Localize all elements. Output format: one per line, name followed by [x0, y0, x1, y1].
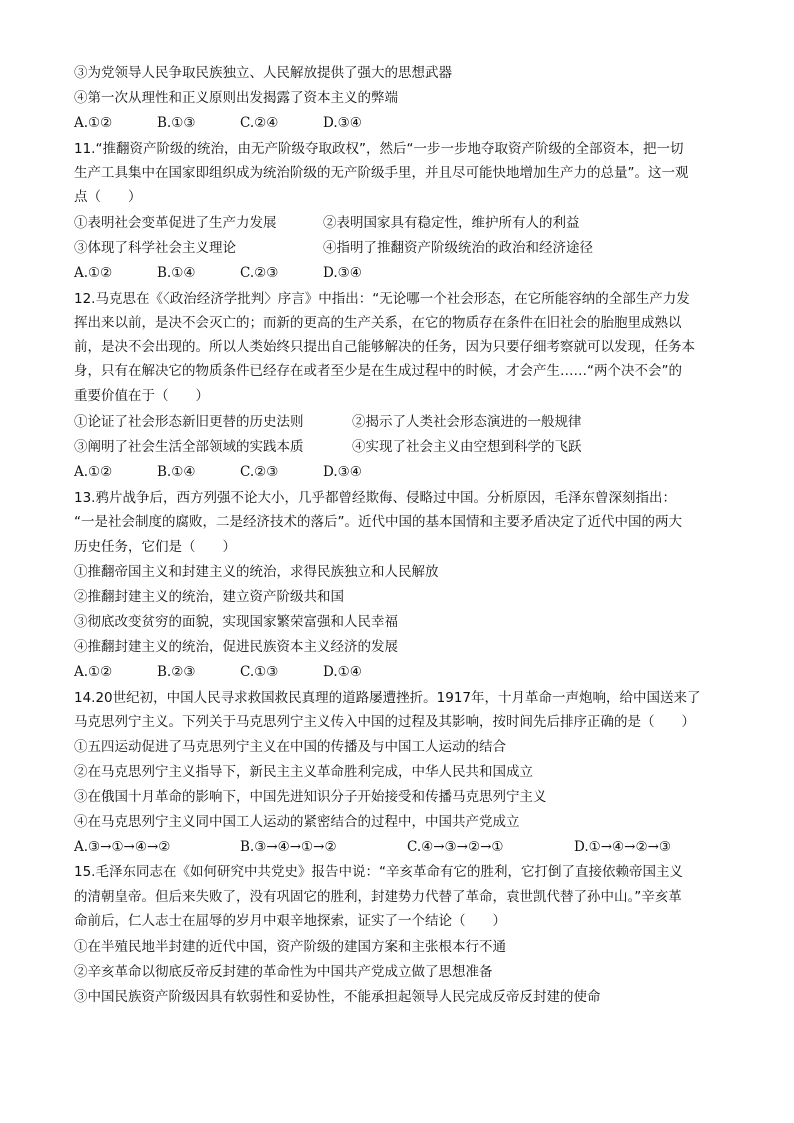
q10-option-3: ③为党领导人民争取民族独立、人民解放提供了强大的思想武器	[74, 65, 452, 81]
q15-option-1: ①在半殖民地半封建的近代中国，资产阶级的建国方案和主张根本行不通	[74, 939, 506, 955]
q11-choice-a: A.①②	[74, 265, 113, 281]
q12-stem-line-4: 身，只有在解决它的物质条件已经存在或者至少是在生成过程中的时候，才会产生……“两个决不会”的	[74, 363, 682, 379]
q12-stem-line-3: 前，是决不会出现的。所以人类始终只提出自己能够解决的任务，因为只要仔细考察就可以发现，任务本	[74, 339, 695, 355]
q11-stem-line-2: 生产工具集中在国家即组织成为统治阶级的无产阶级手里，并且尽可能快地增加生产力的总量”。这一观	[74, 165, 689, 181]
q10-choice-b: B.①③	[157, 115, 196, 131]
q14-option-3: ③在俄国十月革命的影响下，中国先进知识分子开始接受和传播马克思列宁主义	[74, 789, 547, 805]
q11-stem-line-3: 点（ ）	[74, 189, 142, 205]
q11-choice-b: B.①④	[157, 265, 196, 281]
q13-choice-a: A.①②	[74, 664, 113, 680]
q14-stem-line-2: 马克思列宁主义。下列关于马克思列宁主义传入中国的过程及其影响，按时间先后排序正确的是（ ）	[74, 714, 695, 730]
q13-choice-b: B.②③	[157, 664, 196, 680]
q11-option-3: ③体现了科学社会主义理论	[74, 240, 236, 256]
q12-stem-line-5: 重要价值在于（ ）	[74, 388, 209, 404]
q13-choice-c: C.①③	[240, 664, 279, 680]
q13-stem-line-2: “一是社会制度的腐败，二是经济技术的落后”。近代中国的基本国情和主要矛盾决定了近代中国的两大	[74, 514, 682, 530]
q14-option-4: ④在马克思列宁主义同中国工人运动的紧密结合的过程中，中国共产党成立	[74, 814, 520, 830]
q14-choice-c: C.④→③→②→①	[407, 839, 504, 855]
q11-option-1: ①表明社会变革促进了生产力发展	[74, 215, 277, 231]
q10-choice-a: A.①②	[74, 115, 113, 131]
q10-option-4: ④第一次从理性和正义原则出发揭露了资本主义的弊端	[74, 90, 398, 106]
q14-choice-a: A.③→①→④→②	[74, 839, 171, 855]
q12-stem-line-2: 挥出来以前，是决不会灭亡的；而新的更高的生产关系，在它的物质存在条件在旧社会的胎胞里成熟以	[74, 315, 682, 331]
q11-option-2: ②表明国家具有稳定性，维护所有人的利益	[323, 215, 580, 231]
q11-stem-line-1: 11.“推翻资产阶级的统治，由无产阶级夺取政权”，然后“一步一步地夺取资产阶级的全部资本，把一切	[74, 141, 684, 157]
q15-option-3: ③中国民族资产阶级因具有软弱性和妥协性，不能承担起领导人民完成反帝反封建的使命	[74, 989, 601, 1005]
q11-option-4: ④指明了推翻资产阶级统治的政治和经济途径	[323, 240, 593, 256]
q12-stem-line-1: 12.马克思在《〈政治经济学批判〉序言》中指出：“无论哪一个社会形态，在它所能容纳的全部生产力发	[74, 291, 690, 307]
q15-stem-line-3: 命前后，仁人志士在屈辱的岁月中艰辛地探索，证实了一个结论（ ）	[74, 913, 506, 929]
q12-option-1: ①论证了社会形态新旧更替的历史法则	[74, 414, 304, 430]
q14-option-1: ①五四运动促进了马克思列宁主义在中国的传播及与中国工人运动的结合	[74, 739, 506, 755]
q15-stem-line-2: 的清朝皇帝。但后来失败了，没有巩固它的胜利，封建势力代替了革命，袁世凯代替了孙中山。”辛亥革	[74, 889, 682, 905]
q14-option-2: ②在马克思列宁主义指导下，新民主主义革命胜利完成，中华人民共和国成立	[74, 764, 533, 780]
q12-option-2: ②揭示了人类社会形态演进的一般规律	[352, 414, 582, 430]
q13-choice-d: D.①④	[323, 664, 362, 680]
q14-choice-d: D.①→④→②→③	[574, 839, 671, 855]
q13-stem-line-3: 历史任务，它们是（ ）	[74, 539, 236, 555]
q12-choice-b: B.①④	[157, 464, 196, 480]
q13-stem-line-1: 13.鸦片战争后，西方列强不论大小，几乎都曾经欺侮、侵略过中国。分析原因，毛泽东曾深刻指出：	[74, 490, 676, 506]
q13-option-1: ①推翻帝国主义和封建主义的统治，求得民族独立和人民解放	[74, 564, 439, 580]
q15-stem-line-1: 15.毛泽东同志在《如何研究中共党史》报告中说：“辛亥革命有它的胜利，它打倒了直接依赖帝国主义	[74, 864, 683, 880]
q12-choice-a: A.①②	[74, 464, 113, 480]
q12-choice-c: C.②③	[240, 464, 279, 480]
q13-option-4: ④推翻封建主义的统治，促进民族资本主义经济的发展	[74, 639, 398, 655]
q13-option-2: ②推翻封建主义的统治，建立资产阶级共和国	[74, 589, 344, 605]
q12-choice-d: D.③④	[323, 464, 362, 480]
q11-choice-d: D.③④	[323, 265, 362, 281]
q12-option-4: ④实现了社会主义由空想到科学的飞跃	[352, 439, 582, 455]
q11-choice-c: C.②③	[240, 265, 279, 281]
q14-stem-line-1: 14.20世纪初，中国人民寻求救国救民真理的道路屡遭挫折。1917年，十月革命一声炮响，给中国送来了	[74, 690, 701, 706]
q12-option-3: ③阐明了社会生活全部领域的实践本质	[74, 439, 304, 455]
q10-choice-d: D.③④	[323, 115, 362, 131]
q15-option-2: ②辛亥革命以彻底反帝反封建的革命性为中国共产党成立做了思想准备	[74, 964, 493, 980]
q14-choice-b: B.③→④→①→②	[240, 839, 337, 855]
q10-choice-c: C.②④	[240, 115, 279, 131]
q13-option-3: ③彻底改变贫穷的面貌，实现国家繁荣富强和人民幸福	[74, 614, 398, 630]
